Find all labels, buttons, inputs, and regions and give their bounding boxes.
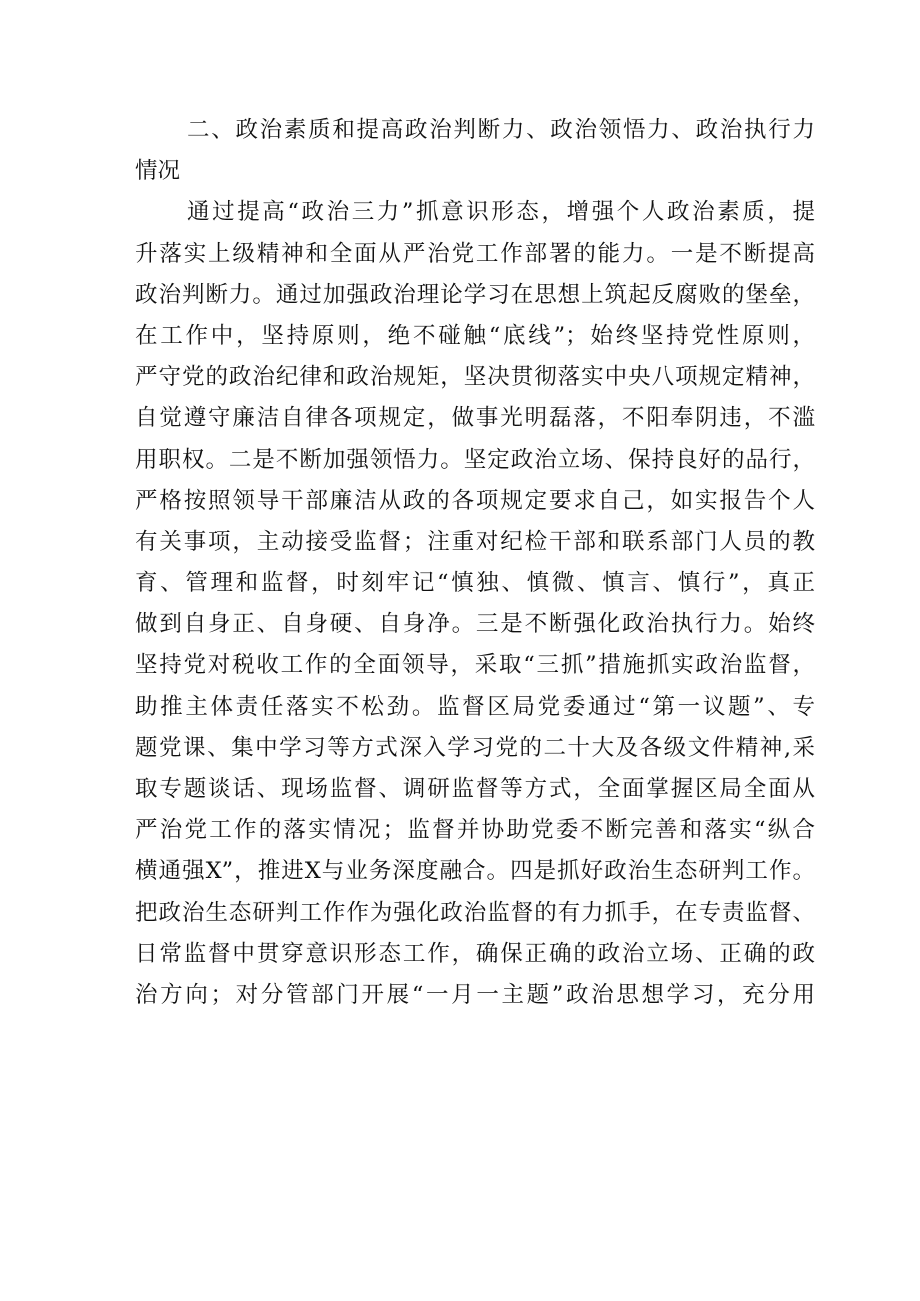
paragraph-line: 自觉遵守廉洁自律各项规定，做事光明磊落，不阳奉阴违，不滥 [135, 405, 815, 432]
paragraph-line: 在工作中，坚持原则，绝不碰触“底线”；始终坚持党性原则， [135, 322, 815, 349]
paragraph-line: 治方向；对分管部门开展“一月一主题”政治思想学习，充分用 [135, 981, 815, 1008]
paragraph-line: 育、管理和监督，时刻牢记“慎独、慎微、慎言、慎行”，真正 [135, 570, 815, 597]
paragraph-line: 做到自身正、自身硬、自身净。三是不断强化政治执行力。始终 [135, 611, 815, 638]
document-body [135, 110, 815, 1016]
paragraph-line: 坚持党对税收工作的全面领导，采取“三抓”措施抓实政治监督， [135, 652, 815, 679]
paragraph-line: 升落实上级精神和全面从严治党工作部署的能力。一是不断提高 [135, 240, 815, 267]
paragraph-line: 严治党工作的落实情况；监督并协助党委不断完善和落实“纵合 [135, 817, 815, 844]
paragraph-line: 有关事项，主动接受监督；注重对纪检干部和联系部门人员的教 [135, 528, 815, 555]
paragraph-line: 取专题谈话、现场监督、调研监督等方式，全面掌握区局全面从 [135, 776, 815, 802]
paragraph-line: 横通强X”，推进X与业务深度融合。四是抓好政治生态研判工作。 [135, 858, 815, 885]
paragraph-line: 日常监督中贯穿意识形态工作，确保正确的政治立场、正确的政 [135, 940, 815, 967]
heading-line: 二、政治素质和提高政治判断力、政治领悟力、政治执行力 [187, 117, 815, 143]
heading-line: 情况 [135, 158, 181, 185]
paragraph-line: 题党课、集中学习等方式深入学习党的二十大及各级文件精神,采 [135, 734, 815, 761]
paragraph-line: 严格按照领导干部廉洁从政的各项规定要求自己，如实报告个人 [135, 487, 815, 514]
section-heading [135, 110, 815, 192]
paragraph-line: 用职权。二是不断加强领悟力。坚定政治立场、保持良好的品行， [135, 446, 815, 473]
paragraph-line: 把政治生态研判工作作为强化政治监督的有力抓手，在专责监督、 [135, 899, 815, 926]
paragraph-line: 助推主体责任落实不松劲。监督区局党委通过“第一议题”、专 [135, 693, 815, 720]
body-paragraph [135, 192, 815, 1016]
paragraph-line: 政治判断力。通过加强政治理论学习在思想上筑起反腐败的堡垒， [135, 281, 815, 308]
paragraph-line: 通过提高“政治三力”抓意识形态，增强个人政治素质，提 [187, 199, 815, 226]
paragraph-line: 严守党的政治纪律和政治规矩，坚决贯彻落实中央八项规定精神， [135, 364, 815, 391]
